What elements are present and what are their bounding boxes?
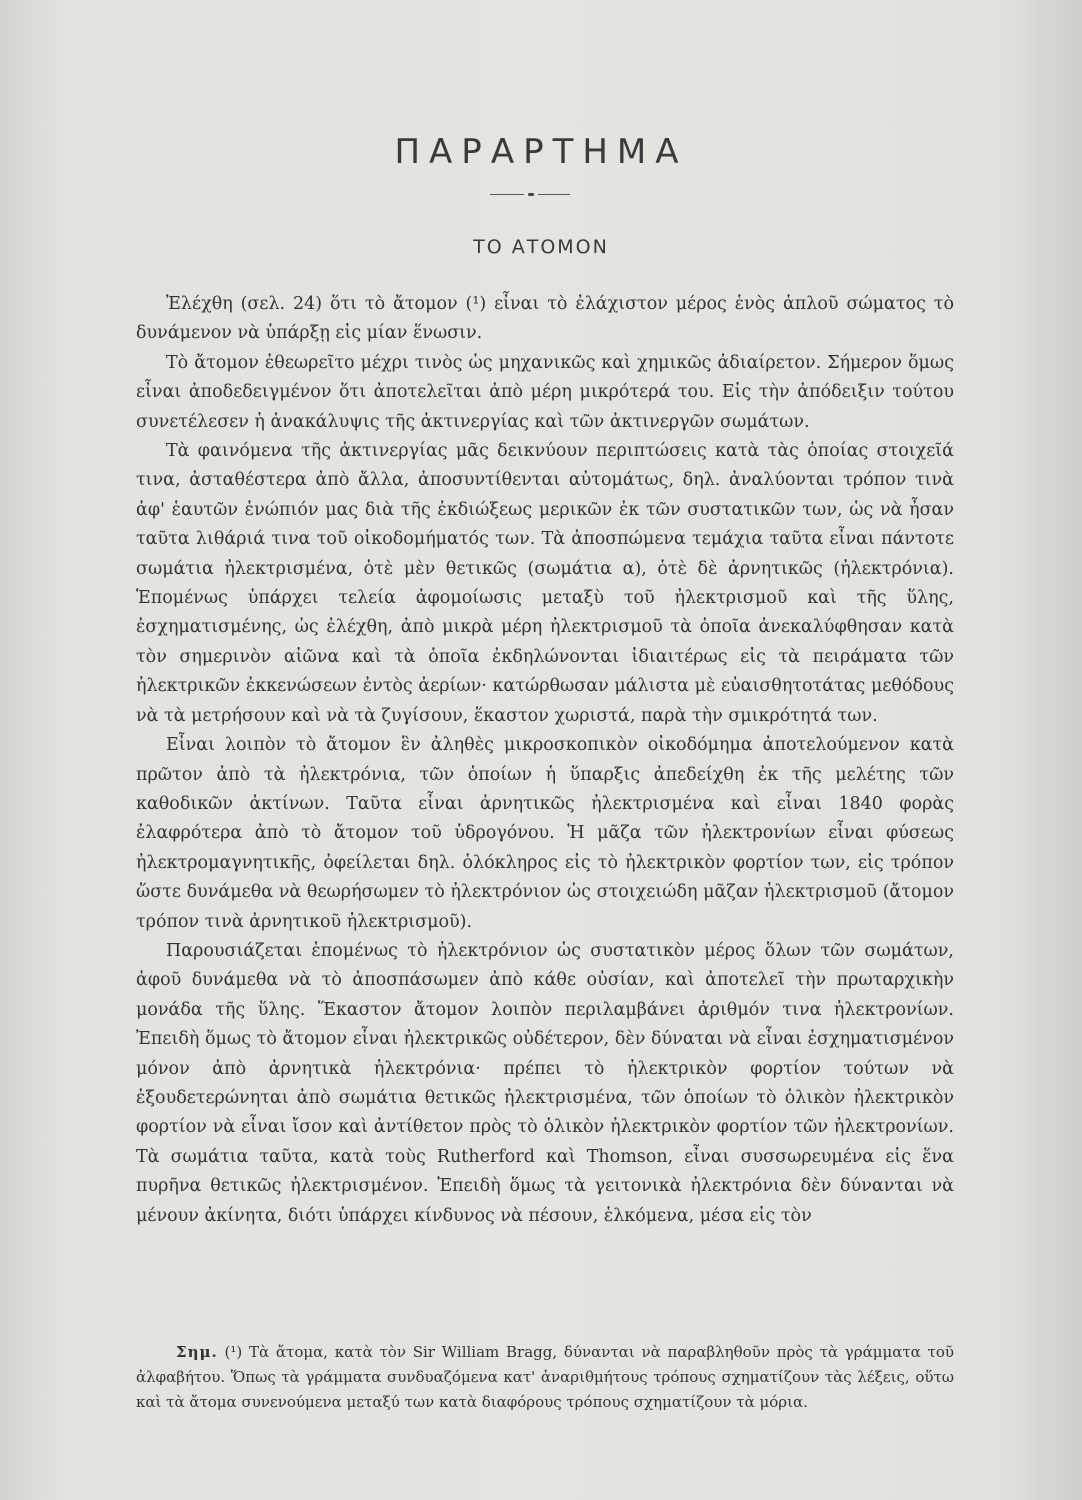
paragraph-1: Ἐλέχθη (σελ. 24) ὅτι τὸ ἄτομον (¹) εἶναι τὸ ἐλάχιστον μέρος ἑνὸς ἁπλοῦ σώματος τὸ δυνάμενον νὰ ὑπάρξῃ εἰς μίαν ἕνωσιν.	[136, 294, 954, 344]
footnote-text: (¹) Τὰ ἄτομα, κατὰ τὸν Sir William Bragg, δύνανται νὰ παραβληθοῦν πρὸς τὰ γράμματα τοῦ ἀλφαβήτου. Ὅπως τὰ γράμματα συνδυαζόμενα κατ' ἀναριθμήτους τρόπους σχηματίζουν τὰς λέξεις, οὕτω καὶ τὰ ἄτομα συνενούμενα μεταξύ των κατὰ διαφόρους τρόπους σχηματίζουν τὰ μόρια.	[136, 1343, 954, 1411]
title-ornament	[490, 193, 570, 196]
section-subtitle: ΤΟ ΑΤΟΜΟΝ	[473, 236, 609, 258]
paragraph-2: Τὸ ἄτομον ἐθεωρεῖτο μέχρι τινὸς ὡς μηχανικῶς καὶ χημικῶς ἀδιαίρετον. Σήμερον ὅμως εἶναι ἀποδεδειγμένον ὅτι ἀποτελεῖται ἀπὸ μέρη μικρότερά του. Εἰς τὴν ἀπόδειξιν τούτου συνετέλεσεν ἡ ἀνακάλυψις τῆς ἀκτινεργίας καὶ τῶν ἀκτινεργῶν σωμάτων.	[136, 352, 954, 432]
footnote-label: Σημ.	[176, 1343, 218, 1361]
paragraph-4: Εἶναι λοιπὸν τὸ ἄτομον ἓν ἀληθὲς μικροσκοπικὸν οἰκοδόμημα ἀποτελούμενον κατὰ πρῶτον ἀπὸ τὰ ἠλεκτρόνια, τῶν ὁποίων ἡ ὕπαρξις ἀπεδείχθη ἐκ τῆς μελέτης τῶν καθοδικῶν ἀκτίνων. Ταῦτα εἶναι ἀρνητικῶς ἠλεκτρισμένα καὶ εἶναι 1840 φορὰς ἐλαφρότερα ἀπὸ τὸ ἄτομον τοῦ ὑδρογόνου. Ἡ μᾶζα τῶν ἠλεκτρονίων εἶναι φύσεως ἠλεκτρομαγνητικῆς, ὀφείλεται δηλ. ὁλόκληρος εἰς τὸ ἠλεκτρικὸν φορτίον των, εἰς τρόπον ὥστε δυνάμεθα νὰ θεωρήσωμεν τὸ ἠλεκτρόνιον ὡς στοιχειώδη μᾶζαν ἠλεκτρισμοῦ (ἄτομον τρόπον τινὰ ἀρνητικοῦ ἠλεκτρισμοῦ).	[136, 735, 954, 932]
paragraph-5: Παρουσιάζεται ἑπομένως τὸ ἠλεκτρόνιον ὡς συστατικὸν μέρος ὅλων τῶν σωμάτων, ἀφοῦ δυνάμεθα νὰ τὸ ἀποσπάσωμεν ἀπὸ κάθε οὐσίαν, καὶ ἀποτελεῖ τὴν πρωταρχικὴν μονάδα τῆς ὕλης. Ἕκαστον ἄτομον λοιπὸν περιλαμβάνει ἀριθμόν τινα ἠλεκτρονίων. Ἐπειδὴ ὅμως τὸ ἄτομον εἶναι ἠλεκτρικῶς οὐδέτερον, δὲν δύναται νὰ εἶναι ἐσχηματισμένον μόνον ἀπὸ ἀρνητικὰ ἠλεκτρόνια· πρέπει τὸ ἠλεκτρικὸν φορτίον τούτων νὰ ἐξουδετερώνηται ἀπὸ σωμάτια θετικῶς ἠλεκτρισμένα, τῶν ὁποίων τὸ ὁλικὸν ἠλεκτρικὸν φορτίον νὰ εἶναι ἴσον καὶ ἀντίθετον πρὸς τὸ ὁλικὸν ἠλεκτρικὸν φορτίον τῶν ἠλεκτρονίων. Τὰ σωμάτια ταῦτα, κατὰ τοὺς Rutherford καὶ Thomson, εἶναι συσσωρευμένα εἰς ἕνα πυρῆνα θετικῶς ἠλεκτρισμένον. Ἐπειδὴ ὅμως τὰ γειτονικὰ ἠλεκτρόνια δὲν δύνανται νὰ μένουν ἀκίνητα, διότι ὑπάρχει κίνδυνος νὰ πέσουν, ἑλκόμενα, μέσα εἰς τὸν	[136, 940, 954, 1226]
paragraph-3: Τὰ φαινόμενα τῆς ἀκτινεργίας μᾶς δεικνύουν περιπτώσεις κατὰ τὰς ὁποίας στοιχεῖά τινα, ἀσταθέστερα ἀπὸ ἄλλα, ἀποσυντίθενται αὐτομάτως, δηλ. ἀναλύονται τρόπον τινὰ ἀφ' ἑαυτῶν ἐνώπιόν μας διὰ τῆς ἐκδιώξεως μερικῶν ἐκ τῶν συστατικῶν των, ὡς νὰ ἦσαν ταῦτα λιθάριά τινα τοῦ οἰκοδομήματός των. Τὰ ἀποσπώμενα τεμάχια ταῦτα εἶναι πάντοτε σωμάτια ἠλεκτρισμένα, ὁτὲ μὲν θετικῶς (σωμάτια α), ὁτὲ δὲ ἀρνητικῶς (ἠλεκτρόνια). Ἑπομένως ὑπάρχει τελεία ἀφομοίωσις μεταξὺ τοῦ ἠλεκτρισμοῦ καὶ τῆς ὕλης, ἐσχηματισμένης, ὡς ἐλέχθη, ἀπὸ μικρὰ μέρη ἠλεκτρισμοῦ τὰ ὁποῖα ἀνεκαλύφθησαν κατὰ τὸν σημερινὸν αἰῶνα καὶ τὰ ὁποῖα ἐκδηλώνονται ἰδιαιτέρως εἰς τὰ πειράματα τῶν ἠλεκτρικῶν ἐκκενώσεων ἐντὸς ἀερίων· κατώρθωσαν μάλιστα μὲ εὐαισθητοτάτας μεθόδους νὰ τὰ μετρήσουν καὶ νὰ τὰ ζυγίσουν, ἕκαστον χωριστά, παρὰ τὴν σμικρότητά των.	[136, 441, 954, 726]
body-text	[136, 290, 954, 1231]
footnote	[136, 1340, 954, 1415]
page-title: ΠΑΡΑΡΤΗΜΑ	[394, 132, 688, 172]
